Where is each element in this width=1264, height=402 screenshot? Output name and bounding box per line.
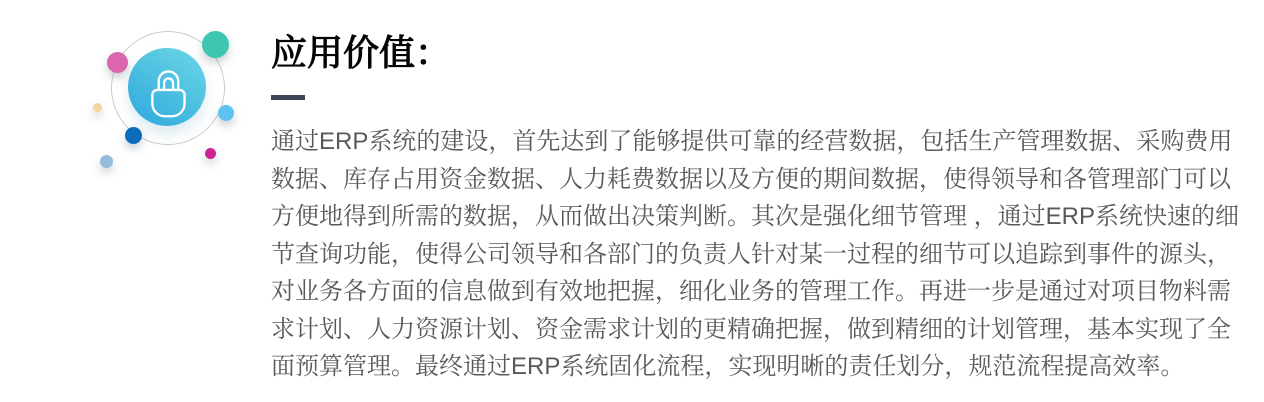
skyblue-dot xyxy=(218,105,234,121)
pink-dot xyxy=(107,52,128,73)
paragraph-line: 面预算管理。最终通过ERP系统固化流程，实现明晰的责任划分，规范流程提高效率。 xyxy=(271,353,1185,380)
paragraph-line: 节查询功能，使得公司领导和各部门的负责人针对某一过程的细节可以追踪到事件的源头， xyxy=(271,240,1231,268)
paragraph-line: 通过ERP系统的建设，首先达到了能够提供可靠的经营数据，包括生产管理数据、采购费用 xyxy=(271,128,1233,155)
paragraph-line: 求计划、人力资源计划、资金需求计划的更精确把握，做到精细的计划管理，基本实现了全 xyxy=(271,315,1231,343)
teal-dot xyxy=(202,31,229,58)
lock-icon xyxy=(128,48,206,126)
cream-dot xyxy=(93,103,102,112)
body-paragraph xyxy=(271,123,1240,386)
paragraph-line: 数据、库存占用资金数据、人力耗费数据以及方便的期间数据，使得领导和各管理部门可以 xyxy=(271,165,1231,193)
paragraph-line: 对业务各方面的信息做到有效地把握，细化业务的管理工作。再进一步是通过对项目物料需 xyxy=(271,278,1231,305)
steel-dot xyxy=(100,155,113,168)
lock-circle xyxy=(128,48,206,126)
section-title: 应用价值： xyxy=(271,32,452,73)
navy-dot xyxy=(125,127,142,144)
magenta-dot xyxy=(205,148,216,159)
title-accent-bar xyxy=(271,95,305,100)
paragraph-line: 方便地得到所需的数据，从而做出决策判断。其次是强化细节管理 ，通过ERP系统快速的细 xyxy=(271,203,1240,230)
